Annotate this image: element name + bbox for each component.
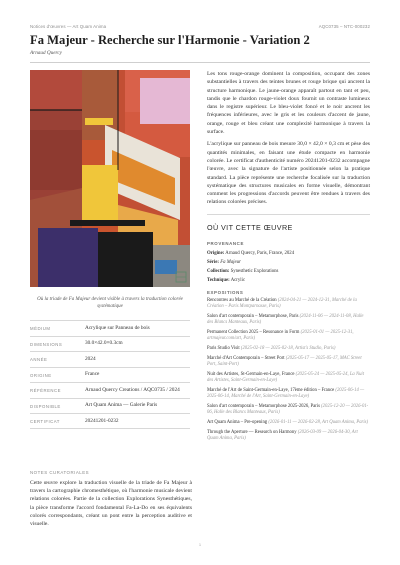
- exposition-item[interactable]: [207, 314, 370, 327]
- exposition-item[interactable]: [207, 330, 370, 343]
- provenance-label: Technique:: [207, 277, 230, 283]
- artist-name[interactable]: Arnaud Quercy: [30, 50, 62, 56]
- details-table: [30, 320, 190, 429]
- details-key: CERTIFICAT: [30, 419, 60, 425]
- provenance-label: Origine:: [207, 250, 225, 256]
- notes-heading: NOTES CURATORIALES: [30, 470, 90, 475]
- description-paragraph-1: Les tons rouge-orange dominent la composition, occupant des zones substantielles à travers des teintes brunes et rouge brique qui ancrent la structure harmonique. Le jaune-orange apparaît partout en tant et peu, tandis que le chardon rouge-violet doux fournit un contraste lumineux dans le registre supérieur. Le bleu-violet foncé et le noir ancrent les fréquences inférieures, avec le gris et les couleurs d'accent de jaune, orange, rouge et bleu créant une complexité harmonique à travers la surface.: [207, 71, 370, 136]
- exposition-item[interactable]: [207, 388, 370, 401]
- exposition-name: Salon d'art contemporain – Metamorphose 2025-2026, Paris: [207, 403, 320, 409]
- section-divider: [207, 214, 370, 215]
- provenance-heading: PROVENANCE: [207, 240, 244, 246]
- exposition-detail: (2024-04-21 — 2024-12-31, Marché de la Création – Paris Montparnasse, Paris): [207, 297, 357, 310]
- exposition-name: Art Quam Anima – Pre-opening: [207, 420, 268, 425]
- exposition-name: Through the Aperture — Research on Harmony: [207, 429, 297, 435]
- exposition-name: Rencontres au Marché de la Création: [207, 297, 277, 303]
- details-value[interactable]: Art Quam Anima — Galerie Paris: [85, 402, 158, 408]
- details-value: 30.0×42.0×0.3cm: [85, 340, 123, 346]
- reference-code: AQC0735 – NTC-000232: [318, 24, 370, 29]
- exposition-item[interactable]: [207, 420, 370, 427]
- exposition-item[interactable]: [207, 372, 370, 385]
- provenance-label: Série:: [207, 259, 219, 265]
- provenance-line-origin: [207, 249, 370, 258]
- exposition-name: Permanent Collection 2025 – Resonance in Form: [207, 329, 300, 335]
- exposition-detail: (2026-03-09 — 2026-04-30, Art Quam Anima, Paris): [207, 429, 358, 442]
- details-value: 2024: [85, 355, 96, 362]
- details-key: ANNÉE: [30, 357, 48, 363]
- exposition-detail: (2025-12-20 — 2026-01-06, Halle des Blancs Manteaux, Paris): [207, 403, 369, 416]
- details-row-dimensions: [30, 336, 190, 352]
- details-value: 20241201-0232: [85, 417, 119, 424]
- provenance-line-series: [207, 258, 370, 267]
- provenance-line-technique: [207, 276, 370, 285]
- exposition-name: Paris Studio Visit: [207, 346, 240, 352]
- exposition-detail: (2025-01-01 — 2025-12-31, artmajeur.com/art, Paris): [207, 329, 354, 342]
- page-title: Fa Majeur - Recherche sur l'Harmonie - Variation 2: [30, 33, 310, 47]
- exposition-detail: (2025-02-18 — 2025-02-18, Artist's Studio, Paris): [240, 346, 336, 352]
- details-key: DISPONIBLE: [30, 403, 61, 409]
- exposition-name: Marché de l'Art de Saint-Germain-en-Laye, 17ème édition – France: [207, 387, 335, 393]
- exposition-item[interactable]: [207, 346, 370, 353]
- details-row-reference: [30, 382, 190, 398]
- right-column: [207, 70, 370, 446]
- details-value: Acrylique sur Panneau de bois: [85, 324, 150, 331]
- exposition-item[interactable]: [207, 356, 370, 369]
- details-row-available: [30, 398, 190, 414]
- details-key: ORIGINE: [30, 372, 52, 378]
- details-row-origin: [30, 367, 190, 383]
- top-bar: [30, 24, 370, 29]
- details-value: Arnaud Quercy Creations / AQC0735 / 2024: [85, 386, 180, 393]
- exposition-detail: (2026-01-11 — 2026-02-28, Art Quam Anima, Paris): [268, 420, 369, 425]
- page-number: 1: [198, 542, 202, 547]
- exposition-detail: (2024-11-06 — 2024-11-08, Halle des Blancs Manteaux, Paris): [207, 313, 364, 326]
- artwork-image[interactable]: [30, 70, 190, 287]
- provenance-label: Collection:: [207, 268, 230, 274]
- provenance-value[interactable]: Synesthetic Explorations: [230, 268, 279, 274]
- details-row-year: [30, 351, 190, 367]
- provenance-value: Arnaud Quercy, Paris, France, 2024: [225, 250, 295, 256]
- provenance-line-collection: [207, 267, 370, 276]
- expositions-list: [207, 298, 370, 443]
- details-key: RÉFÉRENCE: [30, 388, 62, 394]
- artwork-painting: [30, 70, 190, 287]
- exposition-detail: (2025-06-14 — 2025-06-14, Marché de l'Art, Saint-Germain-en-Laye): [207, 387, 365, 400]
- exposition-detail: (2025-05-24 — 2025-05-24, La Nuit des Artistes, Saint-Germain-en-Laye): [207, 371, 365, 384]
- exposition-name: Salon d'art contemporain – Metamorphose, Paris: [207, 313, 299, 319]
- provenance-list: [207, 249, 370, 285]
- notes-text: Cette œuvre explore la traduction visuelle de la triade de Fa Majeur à travers la cartographie chromesthétique, où l'harmonie musicale devient relations colorées. Partie de la collection Explorations Synesthétiques, la pièce transforme l'accord fondamental Fa-La-Do en ses équivalents colorés correspondants, créant un pont entre la perception auditive et visuelle.: [30, 480, 192, 528]
- where-section-title: OÙ VIT CETTE ŒUVRE: [207, 222, 293, 232]
- details-row-medium: [30, 320, 190, 336]
- details-key: MÉDIUM: [30, 326, 51, 332]
- details-key: DIMENSIONS: [30, 341, 63, 347]
- details-row-certificate: [30, 413, 190, 429]
- provenance-value: Acrylic: [230, 277, 246, 283]
- exposition-item[interactable]: [207, 430, 370, 443]
- exposition-item[interactable]: [207, 298, 370, 311]
- expositions-heading: EXPOSITIONS: [207, 289, 244, 295]
- header-divider: [30, 62, 370, 63]
- provenance-value[interactable]: Fa Majeur: [220, 259, 241, 265]
- exposition-name: Nuit des Artistes, St-Germain-en-Laye, France: [207, 371, 295, 377]
- description-paragraph-2: L'acrylique sur panneau de bois mesure 30,0 × 42,0 × 0,3 cm et pèse des quantités minimales, en faisant une étude compacte en harmonie colorée. Le certificat d'authenticité numéro 20241201-0232 accompagne l'œuvre, avec la signature de l'artiste positionnée selon la pratique standard. La pièce représente une recherche focalisée sur la traduction systématique des structures musicales en forme visuelle, démontrant comment les progressions d'accords peuvent être rendues à travers des relations colorées précises.: [207, 141, 370, 206]
- artwork-caption: Où la triade de Fa Majeur devient visible à travers la traduction colorée systématique: [37, 297, 183, 310]
- exposition-detail: (2025-05-17 — 2025-05-17, MAC Street Port, Saint-Port): [207, 355, 362, 368]
- exposition-item[interactable]: [207, 404, 370, 417]
- exposition-name: Marché d'Art Contemporain – Street Port: [207, 355, 285, 361]
- breadcrumb[interactable]: Notices d'œuvres — Art Quam Anima: [30, 24, 107, 29]
- details-value: France: [85, 371, 100, 377]
